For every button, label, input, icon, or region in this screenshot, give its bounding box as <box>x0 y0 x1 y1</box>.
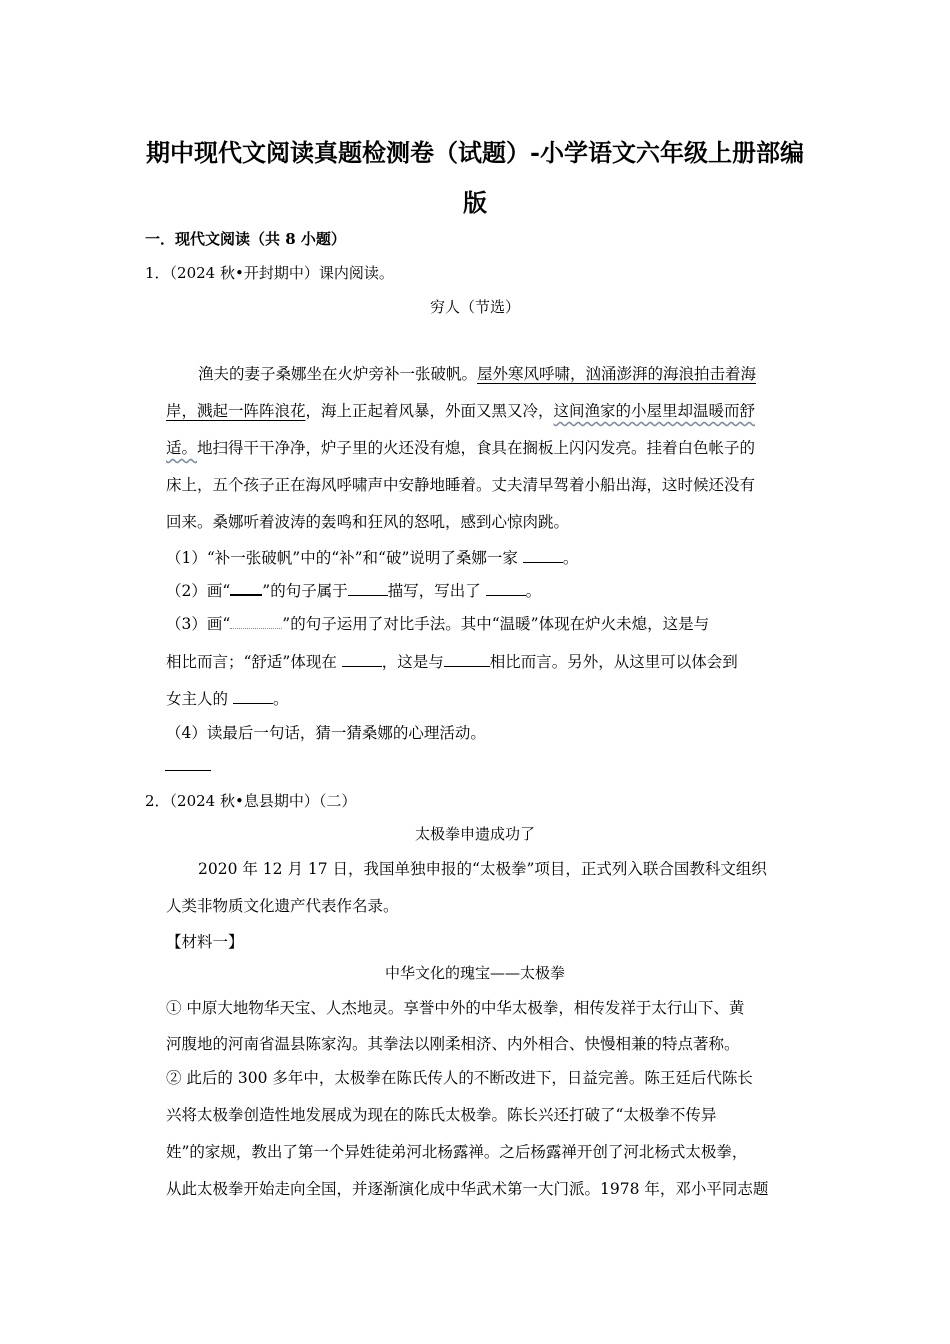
document-title-line-2: 版 <box>463 188 487 217</box>
passage-1-line: 床上，五个孩子正在海风呼啸声中安静地睡着。丈夫清早驾着小船出海，这时候还没有 <box>166 476 756 494</box>
material-paragraph-1: 河腹地的河南省温县陈家沟。其拳法以刚柔相济、内外相合、快慢相兼的特点著称。 <box>166 1035 740 1053</box>
question-1-header: 1．（2024 秋•开封期中）课内阅读。 <box>145 264 394 282</box>
sub-question-1: （1）“补一张破帆”中的“补”和“破”说明了桑娜一家 。 <box>166 549 579 567</box>
passage-1-line <box>166 436 755 458</box>
passage-1-text: 渔夫的妻子桑娜坐在火炉旁补一张破帆。 <box>198 365 478 383</box>
sub-question-3-line-3: 女主人的 。 <box>166 690 289 708</box>
section-heading: 一．现代文阅读（共 8 小题） <box>145 230 346 248</box>
passage-1-line: 回来。桑娜听着波涛的轰鸣和狂风的怒吼，感到心惊肉跳。 <box>166 513 570 531</box>
material-paragraph-2: 兴将太极拳创造性地发展成为现在的陈氏太极拳。陈长兴还打破了“太极拳不传异 <box>166 1106 717 1124</box>
sub-question-2: （2）画“ ”的句子属于 描写，写出了 。 <box>166 579 541 601</box>
wavy-line-sample <box>230 613 282 629</box>
sub-question-3: （3）画“ ”的句子运用了对比手法。其中“温暖”体现在炉火未熄，这是与 <box>166 615 710 633</box>
material-paragraph-1: ① 中原大地物华天宝、人杰地灵。享誉中外的中华太极拳，相传发祥于太行山下、黄 <box>166 999 745 1017</box>
answer-blank <box>444 651 490 667</box>
underlined-sentence: 岸，溅起一阵阵浪花 <box>166 402 306 420</box>
document-title-line-1: 期中现代文阅读真题检测卷（试题）-小学语文六年级上册部编 <box>146 138 804 167</box>
material-title: 中华文化的瑰宝——太极拳 <box>384 964 565 982</box>
passage-2-intro: 2020 年 12 月 17 日，我国单独申报的“太极拳”项目，正式列入联合国教科文组织 <box>198 860 767 878</box>
sub-question-4: （4）读最后一句话，猜一猜桑娜的心理活动。 <box>166 724 486 742</box>
question-2-header: 2．（2024 秋•息县期中）（二） <box>145 792 357 810</box>
material-paragraph-2: ② 此后的 300 多年中，太极拳在陈氏传人的不断改进下，日益完善。陈王廷后代陈长 <box>166 1069 753 1087</box>
passage-2-title: 太极拳申遗成功了 <box>414 825 535 843</box>
material-paragraph-2: 从此太极拳开始走向全国，并逐渐演化成中华武术第一大门派。1978 年，邓小平同志题 <box>166 1180 769 1198</box>
passage-1-title: 穷人（节选） <box>429 298 520 316</box>
material-paragraph-2: 姓”的家规，教出了第一个异姓徒弟河北杨露禅。之后杨露禅开创了河北杨式太极拳， <box>166 1143 748 1161</box>
answer-blank <box>523 547 563 563</box>
answer-blank <box>348 580 388 596</box>
passage-1-line <box>166 399 755 421</box>
passage-2-intro: 人类非物质文化遗产代表作名录。 <box>166 897 399 915</box>
passage-1-text: ，海上正起着风暴，外面又黑又冷， <box>305 402 554 420</box>
wavy-underlined-sentence: 适。 <box>166 439 198 457</box>
answer-blank <box>233 688 273 704</box>
sub-question-3-line-2: 相比而言；“舒适”体现在 ，这是与 相比而言。另外，从这里可以体会到 <box>166 653 738 671</box>
underline-sample <box>230 579 262 596</box>
passage-1-text: 地扫得干干净净，炉子里的火还没有熄，食具在搁板上闪闪发亮。挂着白色帐子的 <box>197 439 756 457</box>
passage-1-line <box>198 362 756 384</box>
underlined-sentence: 屋外寒风呼啸，汹涌澎湃的海浪拍击着海 <box>477 365 757 383</box>
answer-line <box>165 770 211 771</box>
material-label: 【材料一】 <box>166 933 244 951</box>
answer-blank <box>342 651 382 667</box>
wavy-underlined-sentence: 这间渔家的小屋里却温暖而舒 <box>553 402 756 420</box>
answer-blank <box>486 580 526 596</box>
